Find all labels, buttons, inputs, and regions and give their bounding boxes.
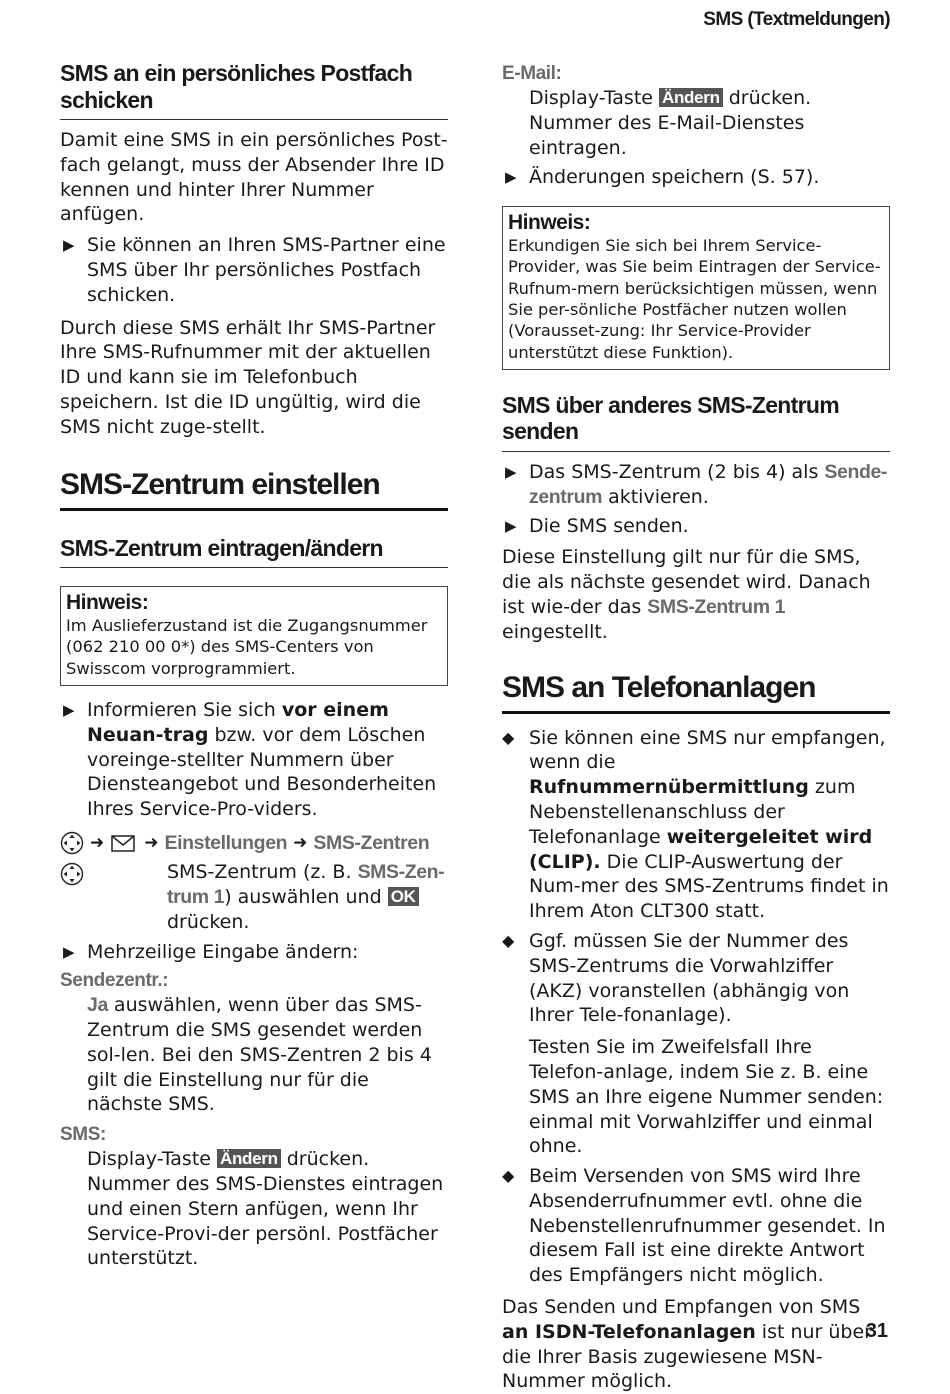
note-box <box>502 206 890 370</box>
diamond-bullet-icon: ◆ <box>502 727 515 747</box>
diamond-bullet-icon: ◆ <box>502 930 515 950</box>
menu-item-settings: Einstellungen <box>164 831 288 854</box>
bullet-item <box>60 940 448 965</box>
note-body: Erkundigen Sie sich bei Ihrem Service-Provider, was Sie beim Eintragen der Service-Rufnum-mern berücksichtigen müssen, wenn Sie per-sönliche Postfächer nutzen wollen (Vorausset-zung: Ihr Service-Provider unterstützt diese Funktion). <box>508 236 881 362</box>
right-column <box>502 60 890 1394</box>
arrow-right-icon: ➜ <box>90 832 105 853</box>
bullet-continuation: Testen Sie im Zweifelsfall Ihre Telefon-anlage, indem Sie z. B. eine SMS an Ihre eigene Nummer senden: einmal mit Vorwahlziffer und einmal ohne. <box>529 1036 884 1158</box>
bullet-item <box>502 929 890 1028</box>
menu-item-sms-centers: SMS-Zentren <box>313 831 430 854</box>
envelope-icon <box>110 833 138 853</box>
term-description: Ja auswählen, wenn über das SMS-Zentrum die SMS gesendet werden sol-len. Bei den SMS-Zentren 2 bis 4 gilt die Einstellung nur für die nächste SMS. <box>87 994 432 1116</box>
triangle-bullet-icon: ▶ <box>63 236 75 255</box>
note-title: Hinweis: <box>508 211 591 235</box>
triangle-bullet-icon: ▶ <box>505 516 517 535</box>
bullet-emphasis: Rufnummernübermittlung <box>529 776 809 799</box>
term-description: Display-Taste Ändern drücken. Nummer des SMS-Dienstes eintragen und einen Stern anfügen, wenn Ihr Service-Provi-der persönl. Postfächer unterstützt. <box>87 1148 444 1270</box>
bullet-text: Beim Versenden von SMS wird Ihre Absenderrufnummer evtl. ohne die Nebenstellenrufnummer gesendet. In diesem Fall ist eine direkte Antwort des Empfängers nicht möglich. <box>529 1165 886 1287</box>
bullet-item <box>502 165 890 190</box>
bullet-emphasis: vor einem Neuan-trag <box>87 698 389 746</box>
term-sms: SMS: <box>60 1124 106 1146</box>
bullet-item <box>502 1164 890 1288</box>
term-description: Display-Taste Ändern drücken. Nummer des E-Mail-Dienstes eintragen. <box>529 87 812 159</box>
note-box <box>60 586 448 686</box>
paragraph-emphasis: an ISDN-Telefonanlagen <box>502 1320 756 1343</box>
bullet-emphasis: weitergeleitet wird (CLIP). <box>529 825 873 873</box>
bullet-text: bzw. vor dem Löschen voreinge-stellter Nummern über Diensteangebot und Besonderheiten Ihres Service-Pro-viders. <box>87 723 437 821</box>
paragraph: Damit eine SMS in ein persönliches Post-fach gelangt, muss der Absender Ihre ID kennen und hinter Ihrer Nummer anfügen. <box>60 129 448 226</box>
page-number: 31 <box>865 1320 888 1342</box>
menu-item-sendezentrum: Sende-zentrum <box>529 460 888 508</box>
section-title-sms-center-edit: SMS-Zentrum eintragen/ändern <box>60 535 448 569</box>
paragraph: Das Senden und Empfangen von SMS an ISDN-Telefonanlagen ist nur über die Ihrer Basis zugewiesene MSN-Nummer möglich. <box>502 1296 872 1393</box>
bullet-text: Ggf. müssen Sie der Nummer des SMS-Zentrums die Vorwahlziffer (AKZ) voranstellen (abhängig von Ihrer Tele-fonanlage). <box>529 929 850 1027</box>
note-body: Im Auslieferzustand ist die Zugangsnummer (062 210 00 0*) des SMS-Centers von Swisscom vorprogrammiert. <box>66 616 428 678</box>
bullet-item <box>60 233 448 307</box>
bullet-item <box>502 460 890 510</box>
bullet-text: Informieren Sie sich <box>87 698 282 721</box>
bullet-text: Mehrzeilige Eingabe ändern: <box>87 941 359 964</box>
instruction-step <box>60 860 448 934</box>
menu-path <box>60 830 448 856</box>
arrow-right-icon: ➜ <box>293 832 308 853</box>
bullet-text: Die SMS senden. <box>529 514 689 537</box>
section-title-personal-mailbox: SMS an ein persönliches Postfach schicken <box>60 60 448 120</box>
chapter-title-pbx: SMS an Telefonanlagen <box>502 671 890 714</box>
bullet-item <box>60 698 448 822</box>
navigation-key-icon <box>60 862 84 886</box>
bullet-item <box>502 514 890 539</box>
softkey-aendern: Ändern <box>659 88 723 107</box>
bullet-item: ◆ Sie können eine SMS nur empfangen, wenn die Rufnummernübermittlung zum Nebenstellenanschluss der Telefonanlage weitergeleitet wird (CLIP). Die CLIP-Auswertung der Num-mer des SMS-Zentrums findet in Ihrem Aton CLT300 statt. <box>502 726 889 923</box>
menu-item-sms-center-1: SMS-Zen-trum 1 <box>167 860 445 908</box>
paragraph: Durch diese SMS erhält Ihr SMS-Partner Ihre SMS-Rufnummer mit der aktuellen ID und kann sie im Telefonbuch speichern. Ist die ID ungültig, wird die SMS nicht zuge-stellt. <box>60 316 436 438</box>
bullet-text: Änderungen speichern (S. 57). <box>529 166 820 189</box>
term-email: E-Mail: <box>502 63 562 84</box>
diamond-bullet-icon: ◆ <box>502 1166 515 1186</box>
triangle-bullet-icon: ▶ <box>505 168 517 187</box>
step-text: SMS-Zentrum (z. B. SMS-Zen-trum 1) auswählen und OK drücken. <box>167 860 445 933</box>
softkey-aendern: Ändern <box>217 1149 281 1168</box>
chapter-title-sms-center: SMS-Zentrum einstellen <box>60 468 448 511</box>
bullet-text: aktivieren. <box>602 485 709 508</box>
navigation-key-icon <box>60 831 84 855</box>
running-head: SMS (Textmeldungen) <box>703 9 890 30</box>
bullet-text: Sie können an Ihren SMS-Partner eine SMS über Ihr persönliches Postfach schicken. <box>87 234 446 306</box>
section-title-other-sms-center: SMS über anderes SMS-Zentrum senden <box>502 392 890 452</box>
triangle-bullet-icon: ▶ <box>63 943 75 962</box>
arrow-right-icon: ➜ <box>144 832 159 853</box>
term-sendezentr: Sendezentr.: <box>60 970 169 992</box>
left-column <box>60 60 448 1271</box>
paragraph: Diese Einstellung gilt nur für die SMS, die als nächste gesendet wird. Danach ist wie-der das SMS-Zentrum 1 eingestellt. <box>502 546 871 643</box>
triangle-bullet-icon: ▶ <box>505 462 517 481</box>
softkey-ok: OK <box>388 887 419 906</box>
option-ja: Ja <box>87 994 108 1017</box>
menu-item-sms-center-1: SMS-Zentrum 1 <box>647 595 786 618</box>
bullet-text: Das SMS-Zentrum (2 bis 4) als <box>529 460 825 483</box>
note-title: Hinweis: <box>66 591 149 615</box>
triangle-bullet-icon: ▶ <box>63 700 75 719</box>
